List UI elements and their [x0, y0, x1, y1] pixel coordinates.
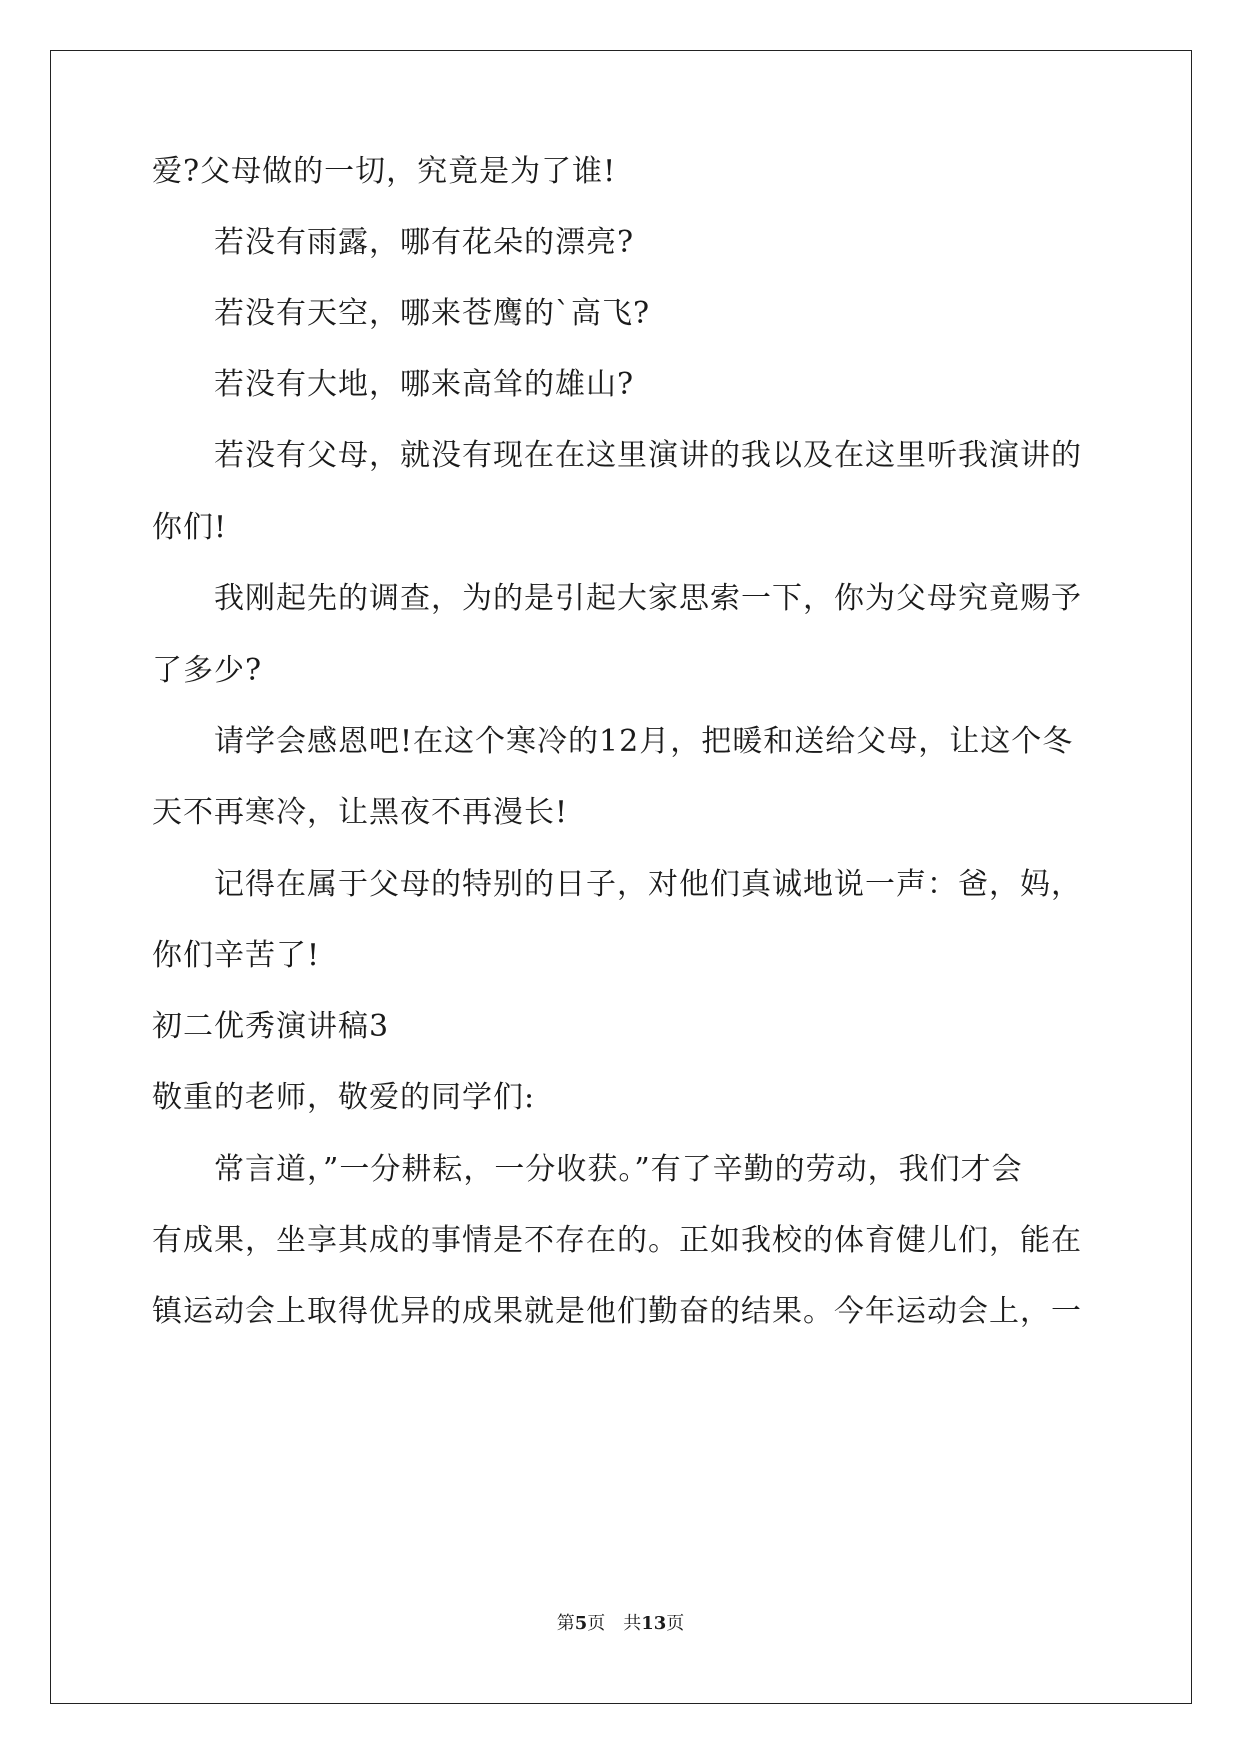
- text-line: 常言道，”一分耕耘，一分收获。”有了辛勤的劳动，我们才会: [214, 1152, 1023, 1187]
- page-footer: [0, 1612, 1241, 1636]
- text-line: 若没有天空，哪来苍鹰的`高飞?: [214, 296, 651, 331]
- text-line: 若没有父母，就没有现在在这里演讲的我以及在这里听我演讲的: [214, 438, 1082, 473]
- text-line: 天不再寒冷，让黑夜不再漫长!: [152, 795, 569, 830]
- text-line: 你们!: [152, 510, 228, 545]
- text-line: 镇运动会上取得优异的成果就是他们勤奋的结果。今年运动会上，一: [152, 1294, 1082, 1329]
- text-line: 我刚起先的调查，为的是引起大家思索一下，你为父母究竟赐予: [214, 581, 1082, 616]
- text-line: 记得在属于父母的特别的日子，对他们真诚地说一声：爸，妈，: [214, 867, 1082, 902]
- text-line: 有成果，坐享其成的事情是不存在的。正如我校的体育健儿们，能在: [152, 1223, 1082, 1258]
- text-line: 爱?父母做的一切，究竟是为了谁!: [152, 154, 617, 189]
- text-line: 了多少?: [152, 653, 263, 688]
- salutation: 敬重的老师，敬爱的同学们:: [152, 1080, 536, 1115]
- text-line: 你们辛苦了!: [152, 938, 321, 973]
- footer-prefix: 第: [556, 1613, 575, 1634]
- text-line: 若没有大地，哪来高耸的雄山?: [214, 367, 635, 402]
- footer-total-pages: 13: [641, 1613, 667, 1634]
- footer-mid: 页 共: [587, 1613, 642, 1634]
- text-line: 请学会感恩吧!在这个寒冷的12月，把暖和送给父母，让这个冬: [214, 724, 1074, 759]
- text-line: 若没有雨露，哪有花朵的漂亮?: [214, 225, 635, 260]
- footer-page-number: 5: [574, 1613, 588, 1634]
- footer-suffix: 页: [666, 1613, 685, 1634]
- section-heading: 初二优秀演讲稿3: [152, 1009, 390, 1044]
